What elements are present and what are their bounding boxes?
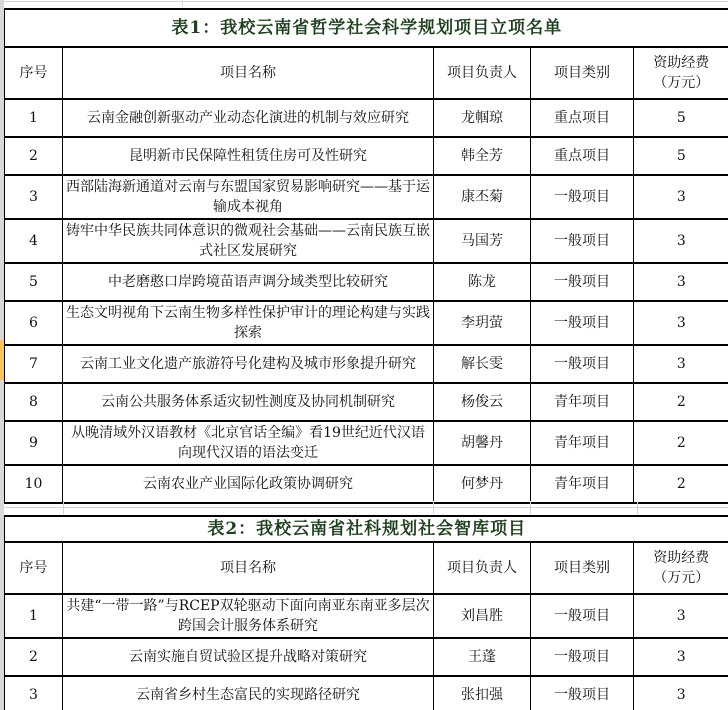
header-funding-line1: 资助经费 [653, 550, 710, 566]
cell-seq: 3 [5, 676, 63, 710]
cell-funding: 3 [634, 301, 728, 345]
table-row [5, 137, 728, 175]
cell-funding: 2 [634, 383, 728, 421]
row7-highlight-marker [0, 340, 4, 380]
cell-name: 昆明新市民保障性租赁住房可及性研究 [63, 137, 434, 175]
table-title-row [5, 9, 728, 47]
cell-category: 青年项目 [531, 383, 634, 421]
cell-seq: 3 [5, 175, 63, 219]
cell-leader: 解长雯 [434, 345, 531, 383]
table-row [5, 263, 728, 301]
cell-seq: 8 [5, 383, 63, 421]
cell-seq: 10 [5, 465, 63, 503]
header-row [5, 542, 728, 594]
cell-category: 一般项目 [531, 345, 634, 383]
table-row [5, 175, 728, 219]
cell-name: 云南金融创新驱动产业动态化演进的机制与效应研究 [63, 99, 434, 137]
cell-name: 云南农业产业国际化政策协调研究 [63, 465, 434, 503]
table2-title: 表2：我校云南省社科规划社会智库项目 [5, 516, 728, 542]
cell-category: 一般项目 [531, 676, 634, 710]
cell-seq: 2 [5, 137, 63, 175]
cell-category: 一般项目 [531, 301, 634, 345]
cell-category: 青年项目 [531, 465, 634, 503]
gridline [63, 501, 64, 514]
cell-name: 西部陆海新通道对云南与东盟国家贸易影响研究——基于运输成本视角 [63, 175, 434, 219]
cell-leader: 陈龙 [434, 263, 531, 301]
cell-name: 共建“一带一路”与RCEP双轮驱动下面向南亚东南亚多层次跨国会计服务体系研究 [63, 594, 434, 638]
table-row [5, 676, 728, 710]
gridline [530, 501, 531, 514]
cell-name: 生态文明视角下云南生物多样性保护审计的理论构建与实践探索 [63, 301, 434, 345]
cell-seq: 1 [5, 594, 63, 638]
table-row [5, 594, 728, 638]
table-row [5, 345, 728, 383]
table-row [5, 421, 728, 465]
header-project-name: 项目名称 [63, 47, 434, 99]
cell-funding: 5 [634, 99, 728, 137]
cell-funding: 3 [634, 345, 728, 383]
table-project-list-1 [4, 8, 728, 504]
cell-name: 云南省乡村生态富民的实现路径研究 [63, 676, 434, 710]
gridline [4, 507, 728, 508]
cell-name: 铸牢中华民族共同体意识的微观社会基础——云南民族互嵌式社区发展研究 [63, 219, 434, 263]
cell-category: 一般项目 [531, 263, 634, 301]
cell-leader: 李玥萤 [434, 301, 531, 345]
gridline [0, 1, 728, 2]
cell-name: 云南公共服务体系适灾韧性测度及协同机制研究 [63, 383, 434, 421]
cell-leader: 王蓬 [434, 638, 531, 676]
cell-name: 云南实施自贸试验区提升战略对策研究 [63, 638, 434, 676]
header-project-name: 项目名称 [63, 542, 434, 594]
gridline [182, 0, 183, 7]
header-seq: 序号 [5, 47, 63, 99]
cell-leader: 韩全芳 [434, 137, 531, 175]
cell-funding: 3 [634, 594, 728, 638]
header-seq: 序号 [5, 542, 63, 594]
cell-category: 重点项目 [531, 137, 634, 175]
cell-seq: 2 [5, 638, 63, 676]
cell-name: 中老磨憨口岸跨境苗语声调分域类型比较研究 [63, 263, 434, 301]
cell-category: 一般项目 [531, 638, 634, 676]
table-project-list-2 [4, 515, 728, 710]
cell-category: 一般项目 [531, 594, 634, 638]
cell-leader: 龙帼琼 [434, 99, 531, 137]
cell-funding: 3 [634, 263, 728, 301]
header-leader: 项目负责人 [434, 542, 531, 594]
table-row [5, 638, 728, 676]
table-row [5, 383, 728, 421]
table-row [5, 99, 728, 137]
cell-name: 云南工业文化遗产旅游符号化建构及城市形象提升研究 [63, 345, 434, 383]
cell-leader: 胡馨丹 [434, 421, 531, 465]
cell-funding: 3 [634, 676, 728, 710]
cell-seq: 5 [5, 263, 63, 301]
cell-seq: 7 [5, 345, 63, 383]
cell-leader: 杨俊云 [434, 383, 531, 421]
header-funding [634, 542, 728, 594]
cell-leader: 马国芳 [434, 219, 531, 263]
cell-funding: 3 [634, 175, 728, 219]
header-category: 项目类别 [531, 542, 634, 594]
gridline [637, 501, 638, 514]
cell-category: 一般项目 [531, 175, 634, 219]
cell-category: 一般项目 [531, 219, 634, 263]
header-funding [634, 47, 728, 99]
cell-seq: 1 [5, 99, 63, 137]
table1-title: 表1：我校云南省哲学社会科学规划项目立项名单 [5, 9, 728, 47]
header-leader: 项目负责人 [434, 47, 531, 99]
cell-leader: 刘昌胜 [434, 594, 531, 638]
header-funding-line2: （万元） [653, 570, 710, 586]
header-category: 项目类别 [531, 47, 634, 99]
cell-funding: 2 [634, 421, 728, 465]
table-row [5, 219, 728, 263]
gridline [433, 501, 434, 514]
cell-seq: 4 [5, 219, 63, 263]
cell-leader: 何梦丹 [434, 465, 531, 503]
table-row [5, 465, 728, 503]
cell-leader: 康丕菊 [434, 175, 531, 219]
cell-funding: 3 [634, 219, 728, 263]
cell-category: 青年项目 [531, 421, 634, 465]
cell-leader: 张扣强 [434, 676, 531, 710]
cell-name: 从晚清域外汉语教材《北京官话全编》看19世纪近代汉语向现代汉语的语法变迁 [63, 421, 434, 465]
cell-seq: 9 [5, 421, 63, 465]
header-funding-line1: 资助经费 [653, 55, 710, 71]
table-row [5, 301, 728, 345]
header-row [5, 47, 728, 99]
cell-funding: 5 [634, 137, 728, 175]
cell-funding: 3 [634, 638, 728, 676]
table-title-row [5, 516, 728, 542]
cell-seq: 6 [5, 301, 63, 345]
cell-category: 重点项目 [531, 99, 634, 137]
header-funding-line2: （万元） [653, 75, 710, 91]
cell-funding: 2 [634, 465, 728, 503]
